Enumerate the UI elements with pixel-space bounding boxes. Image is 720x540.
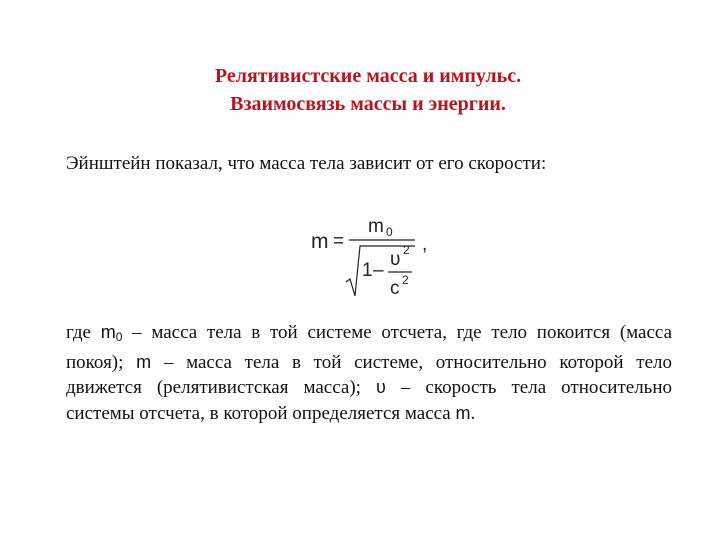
formula-velocity-exponent: 2 [403,243,410,257]
formula-one: 1 [362,260,373,281]
description-after-3: – скорость тела относительно [400,377,673,398]
symbol-m0-subscript: 0 [115,330,123,344]
description-line-2 [66,350,672,376]
description-before-2: покоя); [66,351,124,373]
formula-graphic [300,212,450,302]
formula-numerator-subscript: 0 [386,225,393,239]
symbol-m0: m [100,322,116,342]
description-rest-1: – масса тела в той системе отсчета, где тело покоится (масса [132,322,673,343]
description-before-4: системы отсчета, в которой определяется масса [66,402,451,424]
description-prefix: где [66,322,91,343]
formula-velocity-v: υ [390,249,401,270]
description-line-3 [66,375,672,401]
formula-c-exponent: 2 [402,273,409,287]
formula-light-speed-c: c [390,278,400,299]
formula-minus: – [373,260,384,281]
intro-text: Эйнштейн показал, что масса тела зависит от его скорости: [66,153,547,174]
title-line-2: Взаимосвязь массы и энергии. [230,93,506,115]
formula-comma: , [422,234,428,255]
formula-description [66,320,672,426]
title-line-1: Релятивистские масса и импульс. [214,65,522,87]
description-before-3: движется (релятивистская масса); [66,377,361,398]
description-line-1 [66,320,672,350]
formula-numerator-m: m [368,216,384,237]
formula-lhs-m: m [311,230,329,253]
symbol-v: υ [375,377,386,397]
slide-title [0,62,720,118]
symbol-m: m [136,351,152,372]
description-after-2: – масса тела в той системе, относительно которой тело [163,351,673,373]
relativistic-mass-formula [300,212,450,302]
formula-equals: = [333,231,345,252]
description-period: . [470,402,476,424]
symbol-m-final: m [455,402,471,423]
description-line-4 [66,401,672,427]
